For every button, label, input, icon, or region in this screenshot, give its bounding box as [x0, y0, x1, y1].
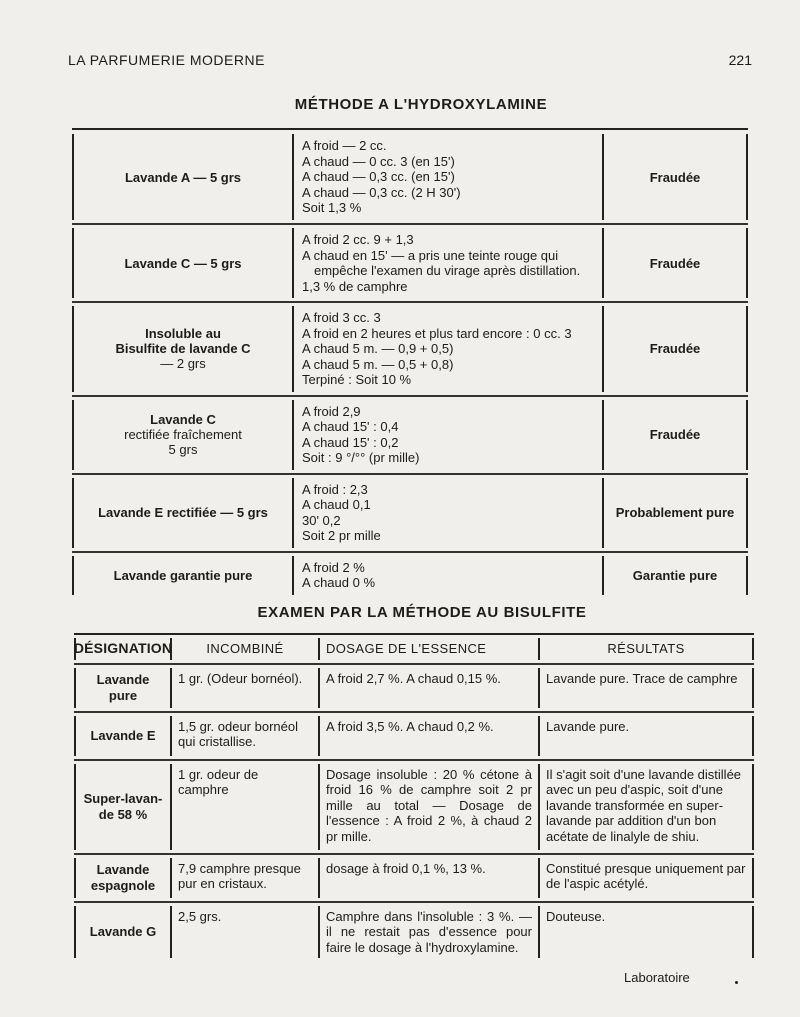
dosage-cell: dosage à froid 0,1 %, 13 %.	[318, 858, 538, 898]
table-row	[72, 478, 748, 548]
measurement-line: Soit : 9 °/°° (pr mille)	[302, 450, 420, 465]
row-separator	[74, 663, 754, 665]
sample-label: — 2 grs	[160, 356, 206, 372]
row-separator	[72, 223, 748, 225]
table-body	[74, 663, 754, 959]
table-row	[74, 764, 754, 850]
designation-label: espagnole	[90, 877, 156, 893]
dosage-cell: A froid 3,5 %. A chaud 0,2 %.	[318, 716, 538, 756]
incombine-cell: 1 gr. (Odeur bornéol).	[170, 668, 318, 708]
sample-cell	[74, 400, 292, 470]
incombine-cell: 1 gr. odeur de camphre	[170, 764, 318, 850]
col-header-resultats: RÉSULTATS	[538, 638, 752, 660]
result-cell: Garantie pure	[632, 567, 718, 583]
measurement-line: A chaud en 15' — a pris une teinte rouge qui	[302, 247, 559, 263]
row-separator	[72, 473, 748, 475]
measurement-line: A froid : 2,3	[302, 481, 368, 497]
resultat-cell: Lavande pure. Trace de camphre	[538, 668, 752, 708]
sample-label: Lavande E rectifiée — 5 grs	[98, 505, 268, 520]
page-header	[68, 52, 752, 72]
row-separator	[74, 711, 754, 713]
measurement-cell	[292, 306, 604, 392]
sample-cell	[74, 556, 292, 595]
measurement-line: A chaud 0,1	[302, 497, 371, 512]
resultat-cell: Constitué presque uniquement par de l'aspic acétylé.	[538, 858, 752, 898]
sample-label: Lavande A — 5 grs	[124, 169, 242, 185]
row-separator	[74, 901, 754, 903]
row-separator	[72, 395, 748, 397]
designation-label: Lavande	[96, 862, 150, 877]
measurement-line: A chaud 0 %	[302, 575, 375, 590]
table-row	[72, 306, 748, 392]
designation-label: Lavande G	[89, 924, 157, 939]
row-separator	[72, 551, 748, 553]
measurement-line: A chaud 15' : 0,4	[302, 419, 399, 434]
table-row	[74, 716, 754, 756]
measurement-line: A froid 2 cc. 9 + 1,3	[302, 232, 414, 247]
measurement-cell	[292, 400, 604, 470]
designation-label: Super-lavan-	[83, 791, 163, 806]
designation-cell	[76, 906, 170, 959]
measurement-line: A froid 2 %	[302, 559, 365, 575]
measurement-line: 1,3 % de camphre	[302, 278, 408, 294]
result-cell: Probablement pure	[615, 505, 735, 520]
col-header-dosage: DOSAGE DE L'ESSENCE	[318, 638, 538, 660]
row-separator	[74, 853, 754, 855]
designation-cell	[76, 668, 170, 708]
col-header-designation: DÉSIGNATION	[73, 640, 173, 656]
bisulfite-table	[74, 633, 754, 958]
dosage-cell: Camphre dans l'insoluble : 3 %. — il ne restait pas d'essence pour faire le dosage à l'hydroxylamine.	[318, 906, 538, 959]
sample-label: 5 grs	[168, 442, 198, 457]
designation-label: Lavande	[96, 672, 150, 687]
measurement-line: A chaud 15' : 0,2	[302, 434, 399, 450]
measurement-line: A chaud — 0,3 cc. (en 15')	[302, 169, 455, 184]
measurement-line: A froid en 2 heures et plus tard encore : 0 cc. 3	[302, 325, 572, 341]
measurement-line: A chaud 5 m. — 0,9 + 0,5)	[302, 341, 454, 356]
measurement-line: Soit 2 pr mille	[302, 528, 381, 543]
designation-cell	[76, 716, 170, 756]
section-title-bisulfite: EXAMEN PAR LA MÉTHODE AU BISULFITE	[257, 604, 587, 621]
sample-label: rectifiée fraîchement	[124, 427, 242, 442]
measurement-line: A froid 3 cc. 3	[302, 310, 381, 325]
measurement-line: Soit 1,3 %	[302, 200, 362, 215]
table-row	[74, 668, 754, 708]
hydroxylamine-table	[72, 128, 748, 595]
incombine-cell: 7,9 camphre presque pur en cristaux.	[170, 858, 318, 898]
table-row	[74, 858, 754, 898]
page-number: 221	[728, 52, 752, 68]
designation-label: de 58 %	[98, 806, 148, 822]
sample-label: Lavande garantie pure	[113, 567, 253, 583]
result-cell: Fraudée	[649, 169, 701, 185]
designation-cell	[76, 858, 170, 898]
designation-label: pure	[108, 687, 138, 703]
row-separator	[74, 759, 754, 761]
sample-cell	[74, 478, 292, 548]
table-row	[72, 400, 748, 470]
resultat-cell: Douteuse.	[538, 906, 752, 959]
col-header-incombine: INCOMBINÉ	[170, 638, 318, 660]
dosage-cell: Dosage insoluble : 20 % cétone à froid 16 % de camphre soit 2 pr mille au total — Dosage de l'essence : A froid 2 %, à chaud 2 pr mille.	[318, 764, 538, 850]
measurement-line: A froid — 2 cc.	[302, 138, 387, 153]
measurement-cell	[292, 228, 604, 298]
measurement-line: A chaud — 0 cc. 3 (en 15')	[302, 153, 455, 169]
table-body	[72, 134, 748, 595]
measurement-line: A chaud — 0,3 cc. (2 H 30')	[302, 184, 461, 200]
table-row	[72, 556, 748, 595]
result-cell: Fraudée	[649, 341, 701, 357]
table-row	[72, 228, 748, 298]
result-cell: Fraudée	[649, 427, 701, 442]
dosage-cell: A froid 2,7 %. A chaud 0,15 %.	[318, 668, 538, 708]
footer-label: Laboratoire	[624, 970, 690, 985]
section-title-hydroxylamine: MÉTHODE A L'HYDROXYLAMINE	[294, 96, 548, 113]
measurement-cell	[292, 556, 604, 595]
measurement-line: Terpiné : Soit 10 %	[302, 372, 412, 387]
resultat-cell: Lavande pure.	[538, 716, 752, 756]
sample-cell	[74, 228, 292, 298]
table-row	[72, 134, 748, 220]
measurement-line: A chaud 5 m. — 0,5 + 0,8)	[302, 356, 454, 372]
resultat-cell: Il s'agit soit d'une lavande distillée avec un peu d'aspic, soit d'une lavande transformée en super-lavande par addition d'un bon acétate de linalyle de shiu.	[538, 764, 752, 850]
table-row	[74, 906, 754, 959]
sample-cell	[74, 134, 292, 220]
result-cell: Fraudée	[649, 255, 701, 271]
sample-label: Lavande C	[150, 412, 216, 427]
measurement-cell	[292, 478, 604, 548]
row-separator	[72, 301, 748, 303]
measurement-line: A froid 2,9	[302, 403, 361, 419]
measurement-line: 30' 0,2	[302, 512, 341, 528]
sample-label: Bisulfite de lavande C	[115, 341, 251, 357]
ink-dot	[735, 981, 738, 984]
incombine-cell: 2,5 grs.	[170, 906, 318, 959]
sample-cell	[74, 306, 292, 392]
incombine-cell: 1,5 gr. odeur bornéol qui cristallise.	[170, 716, 318, 756]
sample-label: Lavande C — 5 grs	[124, 255, 242, 271]
measurement-line: empêche l'examen du virage après distillation.	[314, 263, 581, 278]
table-top-rule	[72, 128, 748, 130]
designation-label: Lavande E	[90, 727, 156, 743]
table-top-rule	[74, 633, 754, 635]
sample-label: Insoluble au	[145, 326, 221, 342]
measurement-cell	[292, 134, 604, 220]
designation-cell	[76, 764, 170, 850]
running-title: LA PARFUMERIE MODERNE	[68, 52, 265, 68]
table-header-row	[74, 638, 754, 660]
